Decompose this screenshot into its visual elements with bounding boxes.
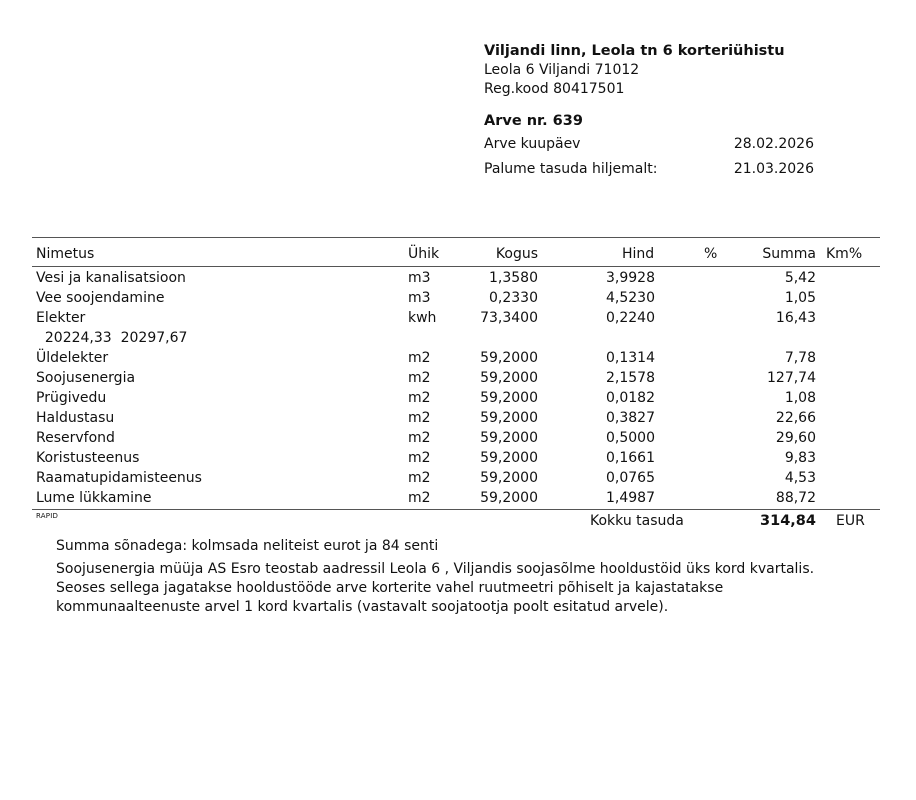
registration-code: Reg.kood 80417501 [484, 81, 625, 97]
table-row [0, 348, 916, 368]
col-header-vat: Km% [826, 246, 863, 262]
row-name: Raamatupidamisteenus [36, 470, 202, 486]
row-unit: kwh [408, 310, 437, 326]
col-header-price: Hind [622, 246, 655, 262]
table-header-rule [32, 266, 880, 267]
row-unit: m2 [408, 350, 431, 366]
row-unit: m2 [408, 430, 431, 446]
row-name: 20224,33 20297,67 [36, 330, 188, 346]
row-qty: 59,2000 [480, 490, 538, 506]
table-row [0, 408, 916, 428]
table-row [0, 488, 916, 508]
row-sum: 7,78 [784, 350, 816, 366]
due-date-label: Palume tasuda hiljemalt: [484, 161, 658, 177]
row-qty: 1,3580 [489, 270, 538, 286]
row-name: Haldustasu [36, 410, 115, 426]
col-header-sum: Summa [762, 246, 816, 262]
row-qty: 59,2000 [480, 470, 538, 486]
row-qty: 73,3400 [480, 310, 538, 326]
row-sum: 1,05 [784, 290, 816, 306]
row-qty: 59,2000 [480, 390, 538, 406]
table-row [0, 368, 916, 388]
table-row [0, 468, 916, 488]
row-sum: 9,83 [784, 450, 816, 466]
organization-name: Viljandi linn, Leola tn 6 korteriühistu [484, 43, 785, 59]
row-price: 0,3827 [606, 410, 655, 426]
col-header-qty: Kogus [495, 246, 538, 262]
row-price: 0,1314 [606, 350, 655, 366]
row-price: 0,2240 [606, 310, 655, 326]
table-row [0, 308, 916, 328]
row-price: 0,5000 [606, 430, 655, 446]
row-sum: 22,66 [775, 410, 816, 426]
col-header-pct: % [704, 246, 718, 262]
row-name: Koristusteenus [36, 450, 140, 466]
row-qty: 59,2000 [480, 370, 538, 386]
row-qty: 59,2000 [480, 410, 538, 426]
amount-in-words: Summa sõnadega: kolmsada neliteist eurot ja 84 senti [56, 538, 439, 554]
due-date-value: 21.03.2026 [733, 161, 814, 177]
row-name: Reservfond [36, 430, 115, 446]
invoice-note: Soojusenergia müüja AS Esro teostab aadressil Leola 6 , Viljandis soojasõlme hooldustöid üks kord kvartalis. Seoses sellega jagatakse hooldustööde arve korterite vahel ruutmeetri põhiselt ja kajastatakse kommunaalteenuste arvel 1 kord kvartalis (vastavalt soojatootja poolt esitatud arvele). [56, 561, 815, 615]
row-unit: m2 [408, 390, 431, 406]
total-label: Kokku tasuda [590, 513, 684, 529]
row-name: Üldelekter [36, 350, 109, 366]
row-sum: 16,43 [775, 310, 816, 326]
row-unit: m3 [408, 290, 431, 306]
row-price: 4,5230 [606, 290, 655, 306]
rapid-mark: RAPID [36, 512, 59, 520]
table-row-meter-readings [0, 328, 916, 348]
table-row [0, 388, 916, 408]
row-sum: 88,72 [775, 490, 816, 506]
row-unit: m2 [408, 450, 431, 466]
table-top-rule [32, 237, 880, 238]
row-name: Vesi ja kanalisatsioon [36, 270, 186, 286]
invoice-number: Arve nr. 639 [484, 113, 583, 129]
row-name: Elekter [36, 310, 86, 326]
row-sum: 5,42 [784, 270, 816, 286]
table-row [0, 268, 916, 288]
table-row [0, 428, 916, 448]
table-bottom-rule [32, 509, 880, 510]
row-sum: 4,53 [784, 470, 816, 486]
total-currency: EUR [836, 513, 865, 529]
row-name: Lume lükkamine [36, 490, 152, 506]
row-unit: m2 [408, 410, 431, 426]
row-qty: 59,2000 [480, 350, 538, 366]
row-unit: m3 [408, 270, 431, 286]
table-row [0, 448, 916, 468]
row-price: 3,9928 [606, 270, 655, 286]
col-header-unit: Ühik [408, 246, 440, 262]
due-date-row [484, 161, 814, 177]
organization-address: Leola 6 Viljandi 71012 [484, 62, 640, 78]
row-price: 2,1578 [606, 370, 655, 386]
row-unit: m2 [408, 470, 431, 486]
row-qty: 59,2000 [480, 450, 538, 466]
row-name: Vee soojendamine [36, 290, 165, 306]
row-name: Prügivedu [36, 390, 107, 406]
row-price: 0,0182 [606, 390, 655, 406]
row-qty: 0,2330 [489, 290, 538, 306]
invoice-date-label: Arve kuupäev [484, 136, 581, 152]
row-unit: m2 [408, 370, 431, 386]
row-price: 1,4987 [606, 490, 655, 506]
row-sum: 29,60 [775, 430, 816, 446]
row-unit: m2 [408, 490, 431, 506]
row-qty: 59,2000 [480, 430, 538, 446]
table-header [0, 244, 916, 264]
invoice-date-row [484, 136, 814, 152]
table-row [0, 288, 916, 308]
row-price: 0,0765 [606, 470, 655, 486]
row-name: Soojusenergia [36, 370, 136, 386]
row-sum: 127,74 [767, 370, 816, 386]
invoice-date-value: 28.02.2026 [733, 136, 814, 152]
row-price: 0,1661 [606, 450, 655, 466]
invoice-header [484, 42, 785, 131]
col-header-name: Nimetus [36, 246, 95, 262]
row-sum: 1,08 [784, 390, 816, 406]
total-value: 314,84 [760, 513, 816, 529]
